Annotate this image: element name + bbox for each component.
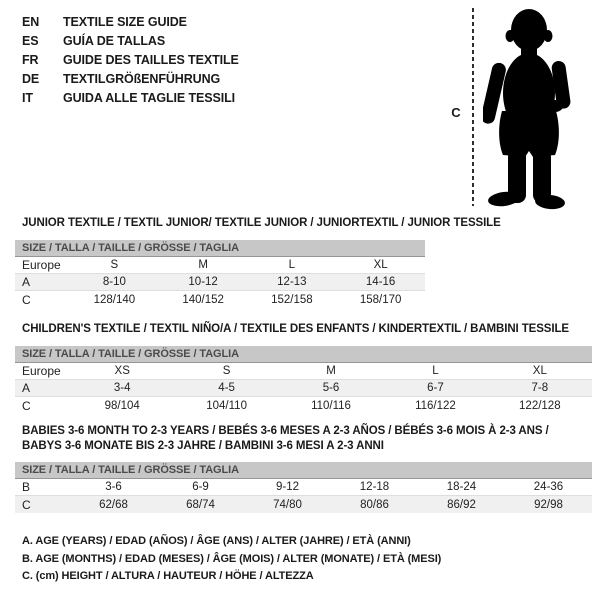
table-cell: 12-18	[359, 481, 390, 493]
size-header-bar: SIZE / TALLA / TAILLE / GRÖSSE / TAGLIA	[15, 462, 592, 479]
table-row	[15, 397, 592, 414]
table-cell: M	[326, 365, 336, 377]
language-list	[22, 13, 239, 108]
table-row	[15, 257, 425, 274]
table-cell: 68/74	[186, 498, 215, 511]
table-cell: 128/140	[93, 293, 136, 306]
size-header-bar: SIZE / TALLA / TAILLE / GRÖSSE / TAGLIA	[15, 240, 425, 257]
table-cell: 7-8	[531, 382, 549, 394]
junior-textile-section	[15, 216, 501, 309]
language-row	[22, 70, 239, 89]
table-cell: 12-13	[277, 276, 307, 288]
table-cell: XL	[532, 365, 547, 377]
table-cell: 6-7	[427, 382, 444, 394]
table-cell: 10-12	[188, 276, 218, 288]
legend-line-a: A. AGE (YEARS) / EDAD (AÑOS) / ÂGE (ANS) / ALTER (JAHRE) / ETÀ (ANNI)	[22, 535, 411, 547]
section-title: BABYS 3-6 MONATE BIS 2-3 JAHRE / BAMBINI 3-6 MESI A 2-3 ANNI	[22, 440, 384, 452]
size-header-bar: SIZE / TALLA / TAILLE / GRÖSSE / TAGLIA	[15, 346, 592, 363]
row-label: B	[22, 480, 31, 494]
height-measure-label: C	[451, 105, 461, 120]
table-row	[15, 380, 592, 397]
table-cell: 18-24	[446, 481, 477, 493]
table-cell: 86/92	[447, 498, 476, 511]
language-code: IT	[22, 91, 33, 105]
row-label: A	[22, 381, 31, 395]
language-row	[22, 32, 239, 51]
language-row	[22, 89, 239, 108]
table-cell: XL	[373, 259, 388, 271]
height-measure-dashed-line	[472, 8, 474, 206]
language-code: EN	[22, 15, 40, 29]
measure-legend	[22, 533, 441, 586]
row-label: A	[22, 275, 31, 289]
row-label: Europe	[22, 364, 61, 378]
table-row	[15, 479, 592, 496]
table-cell: 80/86	[360, 498, 389, 511]
table-cell: 140/152	[182, 293, 224, 306]
table-row	[15, 496, 592, 513]
row-label: Europe	[22, 258, 61, 272]
language-label: TEXTILE SIZE GUIDE	[63, 15, 187, 29]
table-cell: 4-5	[218, 382, 235, 394]
table-cell: 158/170	[359, 293, 402, 306]
row-label: C	[22, 292, 31, 307]
language-code: FR	[22, 53, 39, 67]
table-cell: L	[432, 365, 439, 377]
section-title: JUNIOR TEXTILE / TEXTIL JUNIOR/ TEXTILE JUNIOR / JUNIORTEXTIL / JUNIOR TESSILE	[22, 217, 501, 229]
table-cell: 9-12	[275, 481, 300, 493]
table-cell: 62/68	[99, 498, 128, 511]
table-cell: 104/110	[206, 399, 247, 412]
table-cell: 92/98	[534, 498, 563, 511]
section-title: BABIES 3-6 MONTH TO 2-3 YEARS / BEBÉS 3-6 MESES A 2-3 AÑOS / BÉBÉS 3-6 MOIS À 2-3 ANS /	[22, 425, 549, 437]
table-cell: 14-16	[365, 276, 396, 288]
table-cell: 152/158	[271, 293, 313, 306]
table-row	[15, 274, 425, 291]
table-cell: 5-6	[322, 382, 340, 394]
legend-line-c: C. (cm) HEIGHT / ALTURA / HAUTEUR / HÖHE / ALTEZZA	[22, 570, 314, 582]
table-cell: S	[110, 259, 119, 271]
toddler-silhouette-image	[483, 5, 577, 211]
table-cell: 6-9	[192, 481, 209, 493]
table-row	[15, 291, 425, 308]
section-title: CHILDREN'S TEXTILE / TEXTIL NIÑO/A / TEXTILE DES ENFANTS / KINDERTEXTIL / BAMBINI TESSILE	[22, 323, 569, 335]
language-code: ES	[22, 34, 39, 48]
table-cell: 98/104	[104, 399, 140, 412]
table-cell: 110/116	[311, 399, 351, 412]
table-cell: 116/122	[415, 399, 456, 412]
table-cell: L	[288, 259, 296, 271]
table-cell: M	[198, 259, 208, 271]
table-cell: 3-6	[105, 481, 122, 493]
table-cell: S	[222, 365, 231, 377]
table-row	[15, 363, 592, 380]
table-cell: XS	[114, 365, 130, 377]
table-cell: 74/80	[273, 498, 302, 511]
row-label: C	[22, 497, 31, 512]
language-row	[22, 51, 239, 70]
language-code: DE	[22, 72, 40, 86]
row-label: C	[22, 398, 31, 413]
language-label: GUIDA ALLE TAGLIE TESSILI	[63, 91, 236, 105]
table-cell: 122/128	[519, 399, 561, 412]
table-cell: 24-36	[533, 481, 564, 493]
language-row	[22, 13, 239, 32]
language-label: GUIDE DES TAILLES TEXTILE	[63, 53, 239, 67]
childrens-textile-section	[15, 322, 592, 415]
table-cell: 8-10	[102, 276, 126, 288]
language-label: GUÍA DE TALLAS	[63, 34, 166, 48]
legend-line-b: B. AGE (MONTHS) / EDAD (MESES) / ÂGE (MOIS) / ALTER (MONATE) / ETÀ (MESI)	[22, 552, 442, 565]
babies-textile-section	[15, 424, 592, 514]
language-label: TEXTILGRÖßENFÜHRUNG	[63, 72, 221, 86]
table-cell: 3-4	[113, 382, 131, 394]
